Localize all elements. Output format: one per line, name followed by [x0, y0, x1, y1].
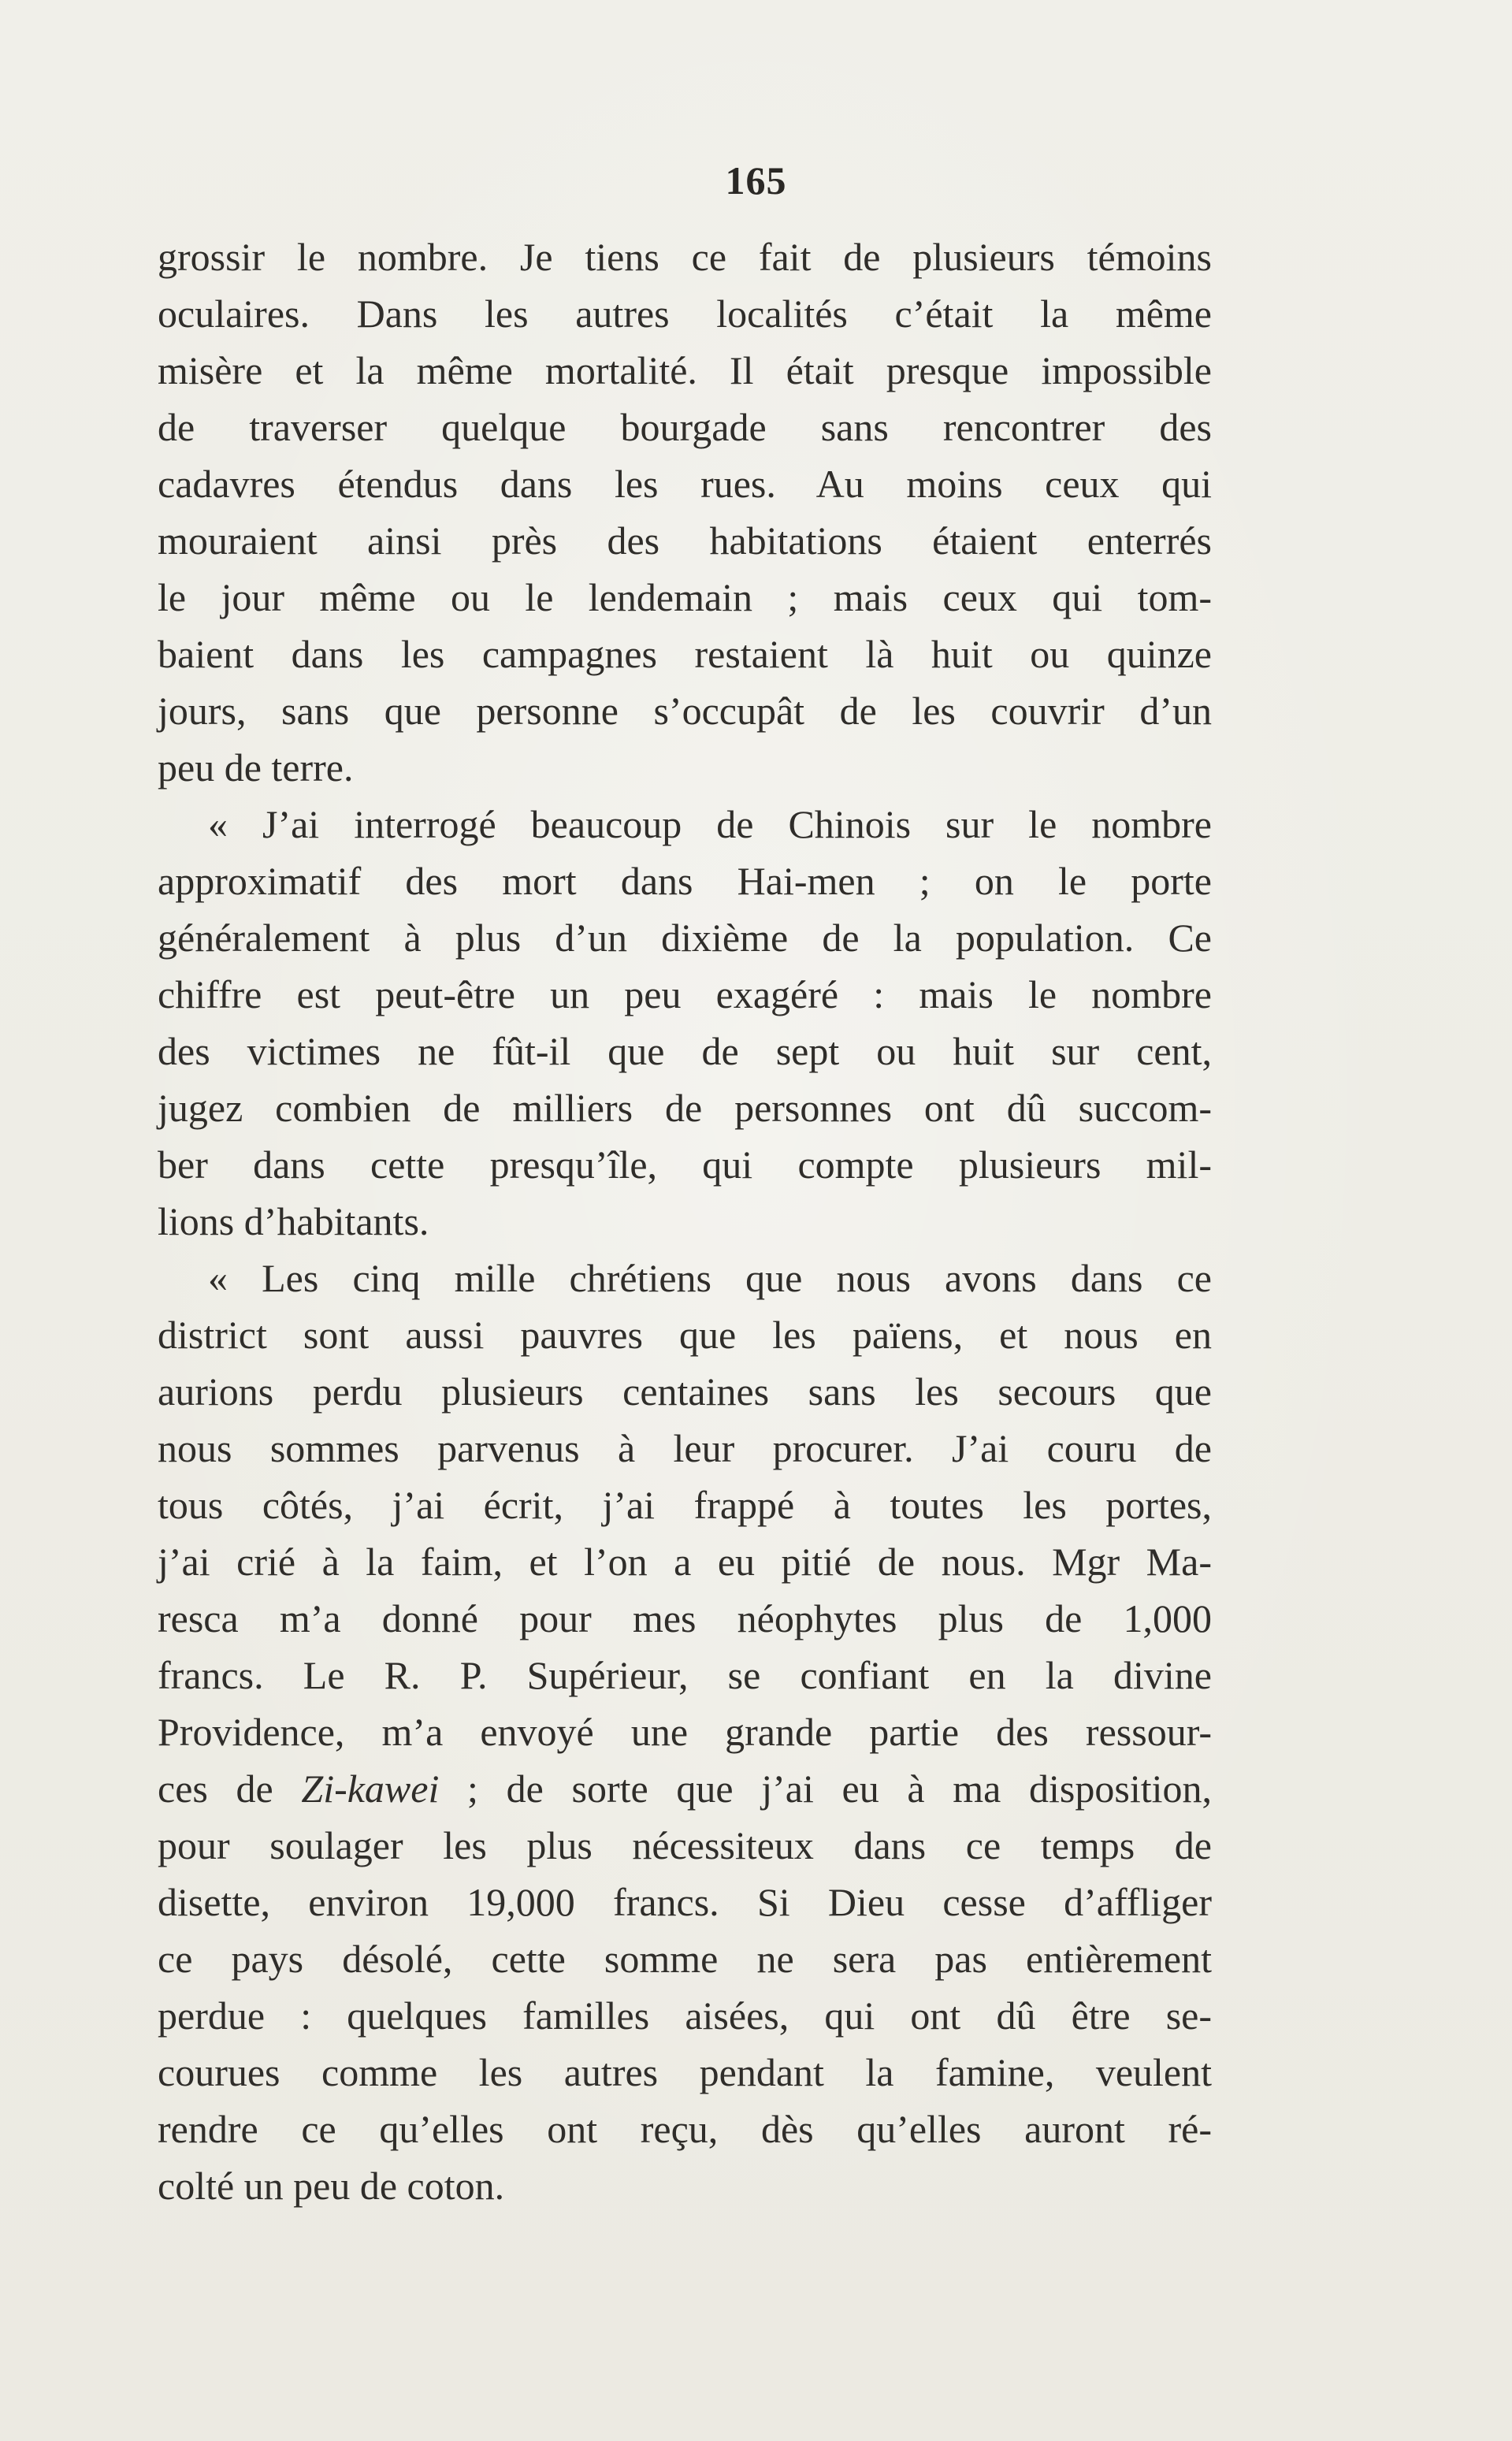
text-line: nous sommes parvenus à leur procurer. J’ai couru de [158, 1426, 1212, 1470]
text-line: grossir le nombre. Je tiens ce fait de plusieurs témoins [158, 235, 1212, 279]
text-line: resca m’a donné pour mes néophytes plus de 1,000 [158, 1596, 1212, 1640]
text-line: cadavres étendus dans les rues. Au moins ceux qui [158, 462, 1212, 506]
text-line: misère et la même mortalité. Il était presque impossible [158, 348, 1212, 392]
text-line: ce pays désolé, cette somme ne sera pas entièrement [158, 1937, 1212, 1981]
place-name-italic: Zi-kawei [301, 1767, 440, 1811]
text-line: approximatif des mort dans Hai-men ; on le porte [158, 859, 1212, 903]
text-line: district sont aussi pauvres que les païens, et nous en [158, 1313, 1212, 1357]
text-line: de traverser quelque bourgade sans rencontrer des [158, 405, 1212, 449]
page-number: 165 [725, 158, 787, 202]
text-line: colté un peu de coton. [158, 2164, 505, 2208]
text-line: peu de terre. [158, 745, 354, 790]
text-line: disette, environ 19,000 francs. Si Dieu cesse d’affliger [158, 1880, 1212, 1924]
text-line: rendre ce qu’elles ont reçu, dès qu’elles auront ré- [158, 2107, 1212, 2151]
text-line: baient dans les campagnes restaient là huit ou quinze [158, 632, 1212, 676]
text-line: tous côtés, j’ai écrit, j’ai frappé à toutes les portes, [158, 1483, 1212, 1527]
text-line: mouraient ainsi près des habitations étaient enterrés [158, 518, 1212, 563]
text-line: oculaires. Dans les autres localités c’était la même [158, 292, 1212, 336]
text-line: « J’ai interrogé beaucoup de Chinois sur le nombre [208, 802, 1212, 846]
body-text [158, 228, 1212, 2214]
text-line: Providence, m’a envoyé une grande partie des ressour- [158, 1710, 1212, 1754]
text-line: aurions perdu plusieurs centaines sans les secours que [158, 1369, 1212, 1414]
text-line: pour soulager les plus nécessiteux dans ce temps de [158, 1823, 1212, 1867]
text-line: ces de Zi-kawei ; de sorte que j’ai eu à ma disposition, [158, 1767, 1212, 1811]
text-line: « Les cinq mille chrétiens que nous avons dans ce [208, 1256, 1212, 1300]
text-line: jugez combien de milliers de personnes ont dû succom- [158, 1086, 1212, 1130]
text-line: francs. Le R. P. Supérieur, se confiant en la divine [158, 1653, 1212, 1697]
text-line: courues comme les autres pendant la famine, veulent [158, 2050, 1212, 2094]
text-line: j’ai crié à la faim, et l’on a eu pitié de nous. Mgr Ma- [158, 1540, 1212, 1584]
text-line: jours, sans que personne s’occupât de les couvrir d’un [158, 689, 1212, 733]
text-line: généralement à plus d’un dixième de la population. Ce [158, 916, 1212, 960]
text-line: le jour même ou le lendemain ; mais ceux qui tom- [158, 575, 1212, 619]
text-line: des victimes ne fût-il que de sept ou huit sur cent, [158, 1029, 1212, 1073]
text-line: perdue : quelques familles aisées, qui ont dû être se- [158, 1993, 1212, 2038]
text-line: ber dans cette presqu’île, qui compte plusieurs mil- [158, 1142, 1212, 1187]
text-line: chiffre est peut-être un peu exagéré : mais le nombre [158, 972, 1212, 1016]
text-line: lions d’habitants. [158, 1199, 429, 1243]
